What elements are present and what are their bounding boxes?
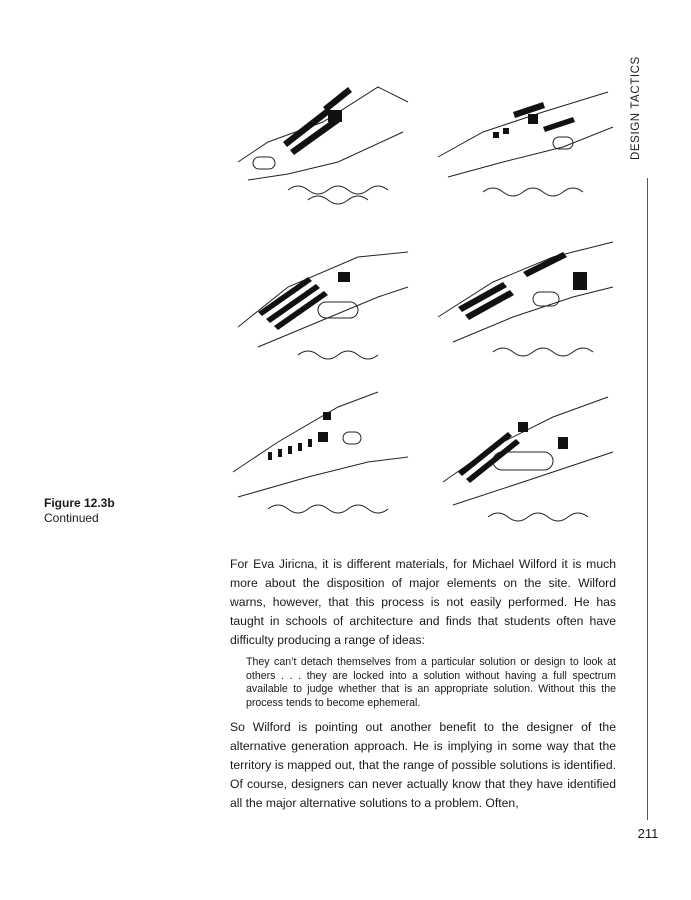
running-head-text: DESIGN TACTICS — [630, 56, 642, 160]
side-rule — [647, 178, 648, 820]
site-plan-drawing-1 — [228, 62, 413, 207]
page-number: 211 — [637, 826, 659, 841]
body-text — [230, 555, 616, 813]
figure-label: Figure 12.3b — [44, 496, 115, 510]
site-plan-drawing-2 — [433, 62, 618, 207]
figure-caption — [44, 496, 194, 526]
site-plan-drawing-3 — [228, 217, 413, 362]
figure-12-3b — [228, 62, 620, 532]
site-plan-drawing-4 — [433, 217, 618, 362]
paragraph-1: For Eva Jiricna, it is different materials, for Michael Wilford it is much more about the disposition of major elements on the site. Wilford warns, however, that this process is not easily performed. He has taught in schools of architecture and finds that students often have difficulty producing a range of ideas: — [230, 557, 616, 647]
figure-caption-text: Continued — [44, 511, 99, 525]
running-head — [630, 56, 670, 170]
paragraph-2: So Wilford is pointing out another benefit to the designer of the alternative generation approach. He is implying in some way that the territory is mapped out, that the range of possible solutions is identified. Of course, designers can never actually know that they have identified all the major alternative solutions to a problem. Often, — [230, 720, 616, 811]
site-plan-drawing-6 — [433, 377, 618, 522]
block-quote: They can’t detach themselves from a particular solution or design to look at others . . . they are locked into a solution without having a full spectrum available to judge whether that is an appropriate solution. Without this the process tends to become ephemeral. — [246, 656, 616, 709]
site-plan-drawing-5 — [228, 377, 413, 522]
